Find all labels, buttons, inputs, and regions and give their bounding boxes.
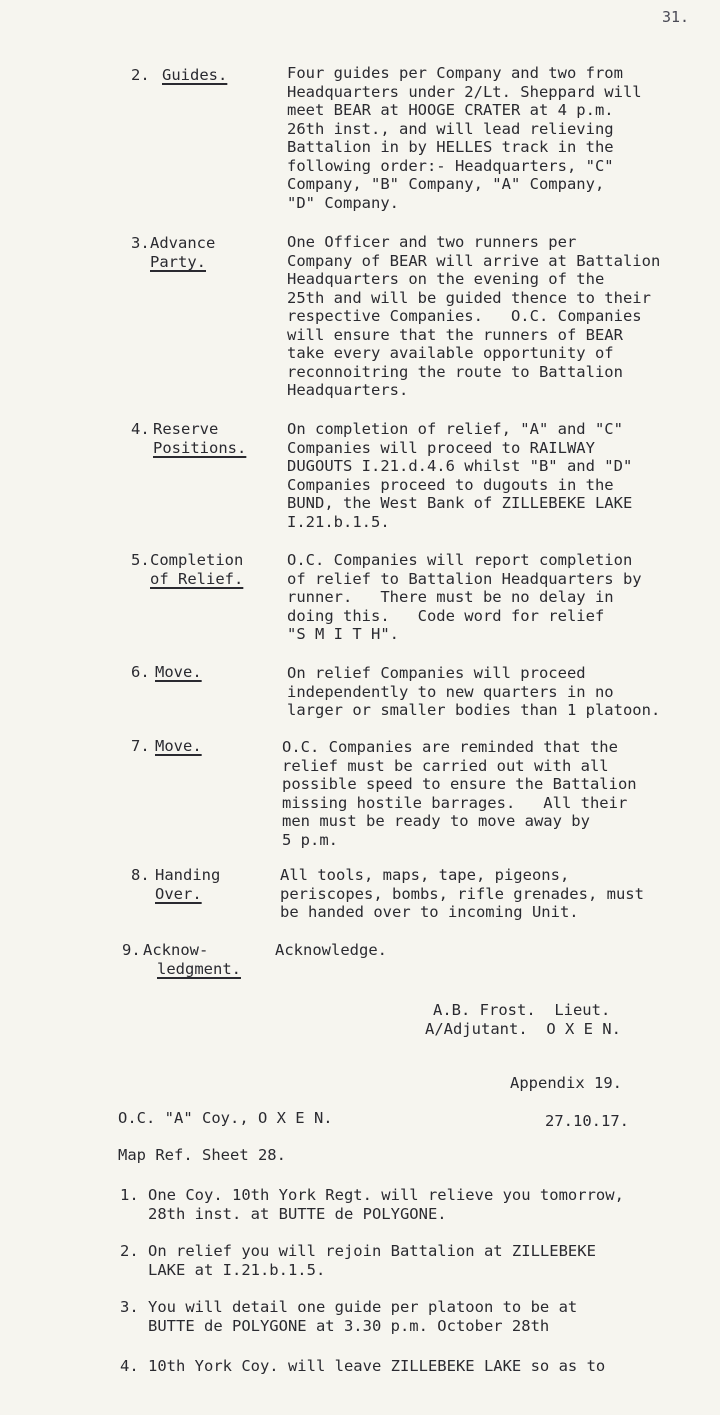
item-text: On completion of relief, "A" and "C" Companies will proceed to RAILWAY DUGOUTS I.21.d.4.6 whilst "B" and "D" Companies proceed to dugouts in the BUND, the West Bank of ZILLEBEKE LAKE I.21.b.1.5. xyxy=(287,420,633,531)
item-text: O.C. Companies will report completion of relief to Battalion Headquarters by runner. There must be no delay in doing this. Code word for relief "S M I T H". xyxy=(287,551,642,643)
appendix-date: 27.10.17. xyxy=(545,1112,629,1130)
item-heading-line2: Over. xyxy=(155,885,202,903)
item-number: 6. xyxy=(131,663,150,681)
signature-line-2: A/Adjutant. O X E N. xyxy=(425,1020,621,1038)
item-number: 5. xyxy=(131,551,150,569)
item-heading-line2: of Relief. xyxy=(150,570,244,588)
item-heading: Move. xyxy=(155,737,202,755)
item-text: Acknowledge. xyxy=(275,941,387,959)
appendix-point: 3. You will detail one guide per platoon to be at BUTTE de POLYGONE at 3.30 p.m. October 28th xyxy=(120,1298,578,1335)
item-text: Four guides per Company and two from Headquarters under 2/Lt. Sheppard will meet BEAR at HOOGE CRATER at 4 p.m. 26th inst., and will lead relieving Battalion in by HELLES track in the following order:- Headquarters, "C" Company, "B" Company, "A" Company, "D" Company. xyxy=(287,64,642,212)
item-heading: Advance xyxy=(150,234,216,252)
appendix-addressee: O.C. "A" Coy., O X E N. xyxy=(118,1109,333,1127)
appendix-point: 4. 10th York Coy. will leave ZILLEBEKE LAKE so as to xyxy=(120,1357,606,1375)
item-heading: Move. xyxy=(155,663,202,681)
appendix-point: 2. On relief you will rejoin Battalion at ZILLEBEKE LAKE at I.21.b.1.5. xyxy=(120,1242,596,1279)
item-heading: Reserve xyxy=(153,420,219,438)
page-number: 31. xyxy=(662,8,690,26)
appendix-title: Appendix 19. xyxy=(510,1074,622,1092)
item-number: 4. xyxy=(131,420,150,438)
item-heading-line2: Party. xyxy=(150,253,206,271)
item-heading: Completion xyxy=(150,551,244,569)
appendix-point: 1. One Coy. 10th York Regt. will relieve you tomorrow, 28th inst. at BUTTE de POLYGONE. xyxy=(120,1186,624,1223)
item-number: 8. xyxy=(131,866,150,884)
item-heading: Acknow- xyxy=(143,941,209,959)
item-heading-line2: ledgment. xyxy=(157,960,241,978)
item-text: O.C. Companies are reminded that the relief must be carried out with all possible speed to ensure the Battalion missing hostile barrages. All their men must be ready to move away by 5 p.m. xyxy=(282,738,637,849)
item-text: One Officer and two runners per Company of BEAR will arrive at Battalion Headquarters on the evening of the 25th and will be guided thence to their respective Companies. O.C. Companies will ensure that the runners of BEAR take every available opportunity of reconnoitring the route to Battalion Headquarters. xyxy=(287,233,661,399)
item-number: 2. xyxy=(131,66,150,84)
item-heading: Guides. xyxy=(162,66,228,84)
item-text: On relief Companies will proceed independently to new quarters in no larger or smaller bodies than 1 platoon. xyxy=(287,664,661,719)
signature-line-1: A.B. Frost. Lieut. xyxy=(433,1001,611,1019)
item-heading: Handing xyxy=(155,866,221,884)
item-text: All tools, maps, tape, pigeons, periscopes, bombs, rifle grenades, must be handed over to incoming Unit. xyxy=(280,866,644,921)
item-number: 9. xyxy=(122,941,141,959)
item-number: 3. xyxy=(131,234,150,252)
map-reference: Map Ref. Sheet 28. xyxy=(118,1146,286,1164)
item-heading-line2: Positions. xyxy=(153,439,247,457)
item-number: 7. xyxy=(131,737,150,755)
